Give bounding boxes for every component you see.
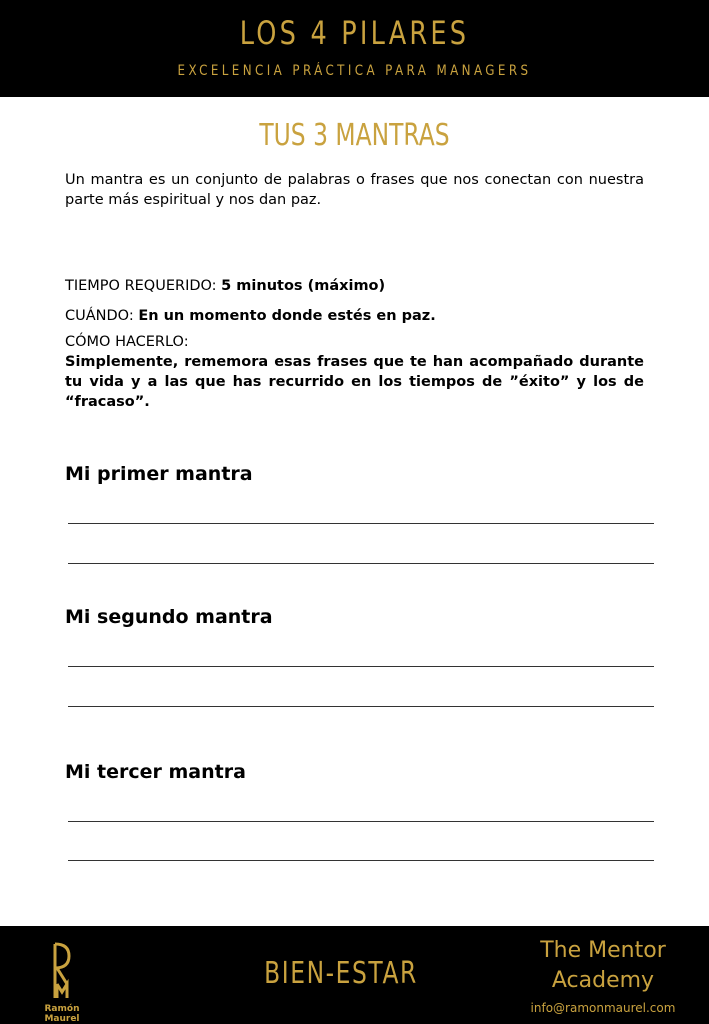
mantra-2-line-1[interactable] [68,666,654,667]
how-instructions: Simplemente, rememora esas frases que te han acompañado durante tu vida y a las que has recurrido en los tiempos de ”éxito” y los de “fracaso”. [65,354,644,410]
academy-line-1: The Mentor [540,938,666,963]
academy-name [520,936,686,996]
when-label: CUÁNDO: [65,308,134,324]
time-required-label: TIEMPO REQUERIDO: [65,278,217,294]
mantra-1-line-2[interactable] [68,563,654,564]
mantra-3-line-2[interactable] [68,860,654,861]
mantra-3-heading: Mi tercer mantra [65,761,246,783]
ramon-maurel-logo [27,940,97,1024]
header-bar [0,0,709,97]
mantra-1-heading: Mi primer mantra [65,463,253,485]
when [65,306,644,326]
footer-bar [0,926,709,1024]
page-title: TUS 3 MANTRAS [259,118,450,153]
intro-paragraph: Un mantra es un conjunto de palabras o frases que nos conectan con nuestra parte más espiritual y nos dan paz. [65,172,644,208]
contact-email[interactable]: info@ramonmaurel.com [530,1001,676,1015]
logo-caption: Ramón Maurel [44,1004,80,1024]
header-title: LOS 4 PILARES [239,14,470,52]
when-value: En un momento donde estés en paz. [138,308,436,324]
header-subtitle: EXCELENCIA PRÁCTICA PARA MANAGERS [177,63,532,79]
academy-line-2: Academy [551,968,655,993]
mantra-3-line-1[interactable] [68,821,654,822]
time-required-value: 5 minutos (máximo) [221,278,386,294]
time-required [65,276,644,296]
rm-monogram-icon [27,940,97,1002]
mantra-2-line-2[interactable] [68,706,654,707]
mantra-2-heading: Mi segundo mantra [65,606,273,628]
how-label: CÓMO HACERLO: [65,334,189,350]
section-name: BIEN-ESTAR [264,956,418,991]
mantra-1-line-1[interactable] [68,523,654,524]
